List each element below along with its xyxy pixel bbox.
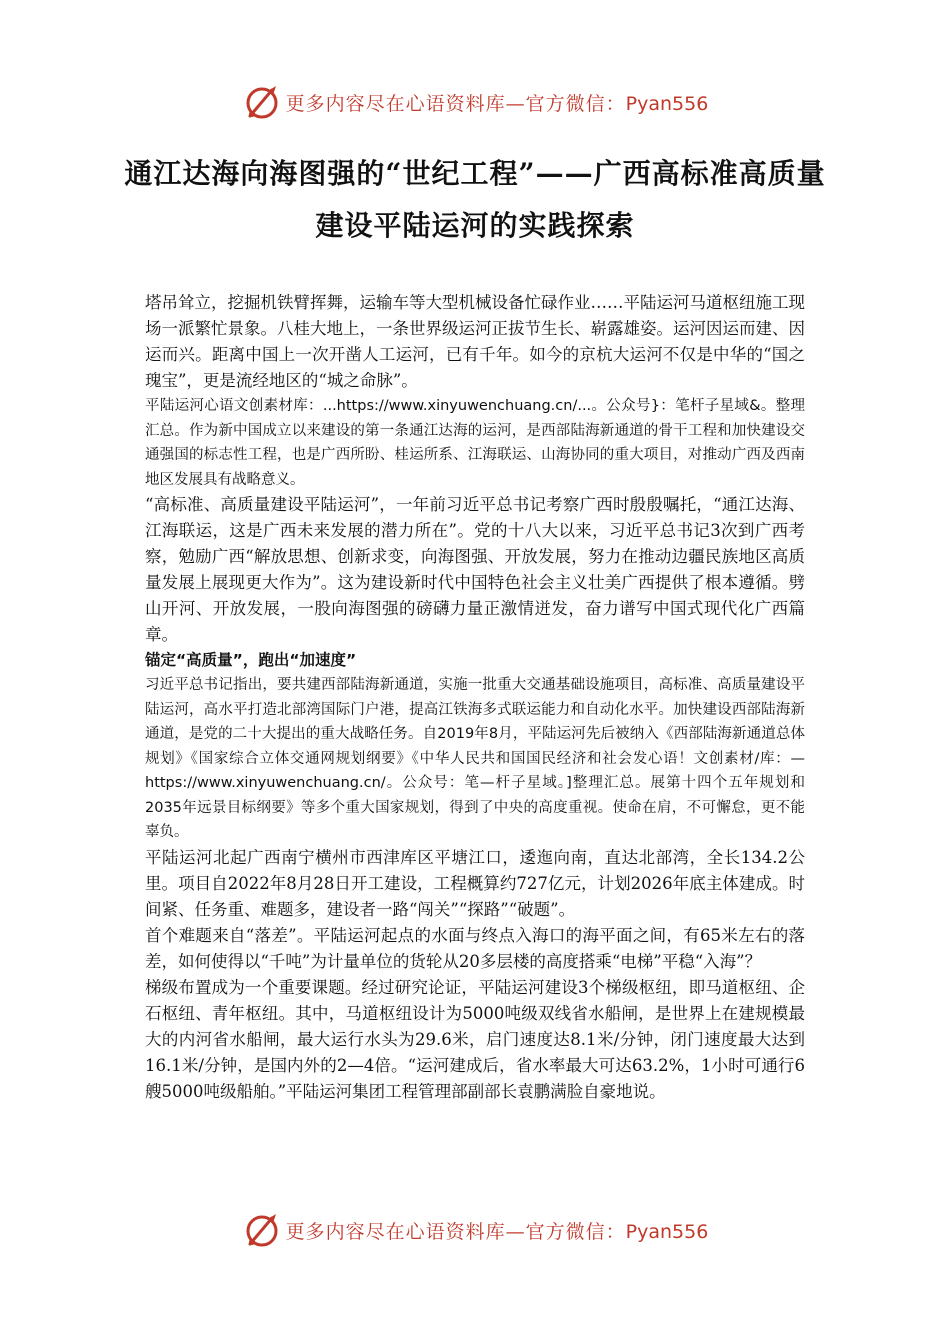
banner-label: 更多内容尽在心语资料库—官方微信：	[285, 1220, 626, 1243]
section-heading: 锚定“高质量”，跑出“加速度”	[145, 651, 357, 669]
banner-label: 更多内容尽在心语资料库—官方微信：	[285, 92, 626, 115]
brush-logo-icon	[242, 1210, 282, 1250]
wechat-id: Pyan556	[625, 92, 709, 115]
paragraph: 习近平总书记指出，要共建西部陆海新通道，实施一批重大交通基础设施项目，高标准、高质量建设平陆运河，高水平打造北部湾国际门户港，提高江铁海多式联运能力和自动化水平。加快建设西部陆海新通道，是党的二十大提出的重大战略任务。自2019年8月，平陆运河先后被纳入《西部陆海新通道总体规划》《国家综合立体交通网规划纲要》《中华人民共和国国民经济和社会发心语！文创素材/库：—https://www.xinyuwenchuang.cn/。公众号：笔—杆子星域。]整理汇总。展第十四个五年规划和2035年远景目标纲要》等多个重大国家规划，得到了中央的高度重视。使命在肩，不可懈怠，更不能辜负。	[145, 677, 805, 840]
document-body	[145, 290, 805, 1105]
header-watermark-banner	[0, 80, 950, 124]
paragraph: 首个难题来自“落差”。平陆运河起点的水面与终点入海口的海平面之间，有65米左右的落差，如何使得以“千吨”为计量单位的货轮从20多层楼的高度搭乘“电梯”平稳“入海”？	[145, 925, 805, 971]
wechat-id: Pyan556	[625, 1220, 709, 1243]
paragraph: 梯级布置成为一个重要课题。经过研究论证，平陆运河建设3个梯级枢纽，即马道枢纽、企石枢纽、青年枢纽。其中，马道枢纽设计为5000吨级双线省水船闸，是世界上在建规模最大的内河省水船闸，最大运行水头为29.6米，启门速度达8.1米/分钟，闭门速度最大达到16.1米/分钟，是国内外的2—4倍。“运河建成后，省水率最大可达63.2%，1小时可通行6艘5000吨级船舶。”平陆运河集团工程管理部副部长袁鹏满脸自豪地说。	[145, 977, 805, 1101]
brush-logo-icon	[242, 82, 282, 122]
paragraph: 塔吊耸立，挖掘机铁臂挥舞，运输车等大型机械设备忙碌作业……平陆运河马道枢纽施工现场一派繁忙景象。八桂大地上，一条世界级运河正拔节生长、崭露雄姿。运河因运而建、因运而兴。距离中国上一次开凿人工运河，已有千年。如今的京杭大运河不仅是中华的“国之瑰宝”，更是流经地区的“城之命脉”。	[145, 293, 805, 390]
paragraph: “高标准、高质量建设平陆运河”，一年前习近平总书记考察广西时殷殷嘱托，“通江达海、江海联运，这是广西未来发展的潜力所在”。党的十八大以来，习近平总书记3次到广西考察，勉励广西“解放思想、创新求变，向海图强、开放发展，努力在推动边疆民族地区高质量发展上展现更大作为”。这为建设新时代中国特色社会主义壮美广西提供了根本遵循。劈山开河、开放发展，一股向海图强的磅礴力量正激情迸发，奋力谱写中国式现代化广西篇章。	[145, 495, 805, 644]
paragraph: 平陆运河北起广西南宁横州市西津库区平塘江口，逶迤向南，直达北部湾，全长134.2公里。项目自2022年8月28日开工建设，工程概算约727亿元，计划2026年底主体建成。时间紧、任务重、难题多，建设者一路“闯关”“探路”“破题”。	[145, 847, 805, 919]
paragraph: 平陆运河心语文创素材库：...https://www.xinyuwenchuang.cn/...。公众号}：笔杆子星域&。整理汇总。作为新中国成立以来建设的第一条通江达海的运河，是西部陆海新通道的骨干工程和加快建设交通强国的标志性工程，也是广西所盼、桂运所系、江海联运、山海协同的重大项目，对推动广西及西南地区发展具有战略意义。	[145, 398, 805, 488]
document-title: 通江达海向海图强的“世纪工程”——广西高标准高质量建设平陆运河的实践探索	[124, 157, 826, 242]
banner-text	[286, 1217, 709, 1244]
footer-watermark-banner	[0, 1208, 950, 1252]
banner-text	[286, 89, 709, 116]
